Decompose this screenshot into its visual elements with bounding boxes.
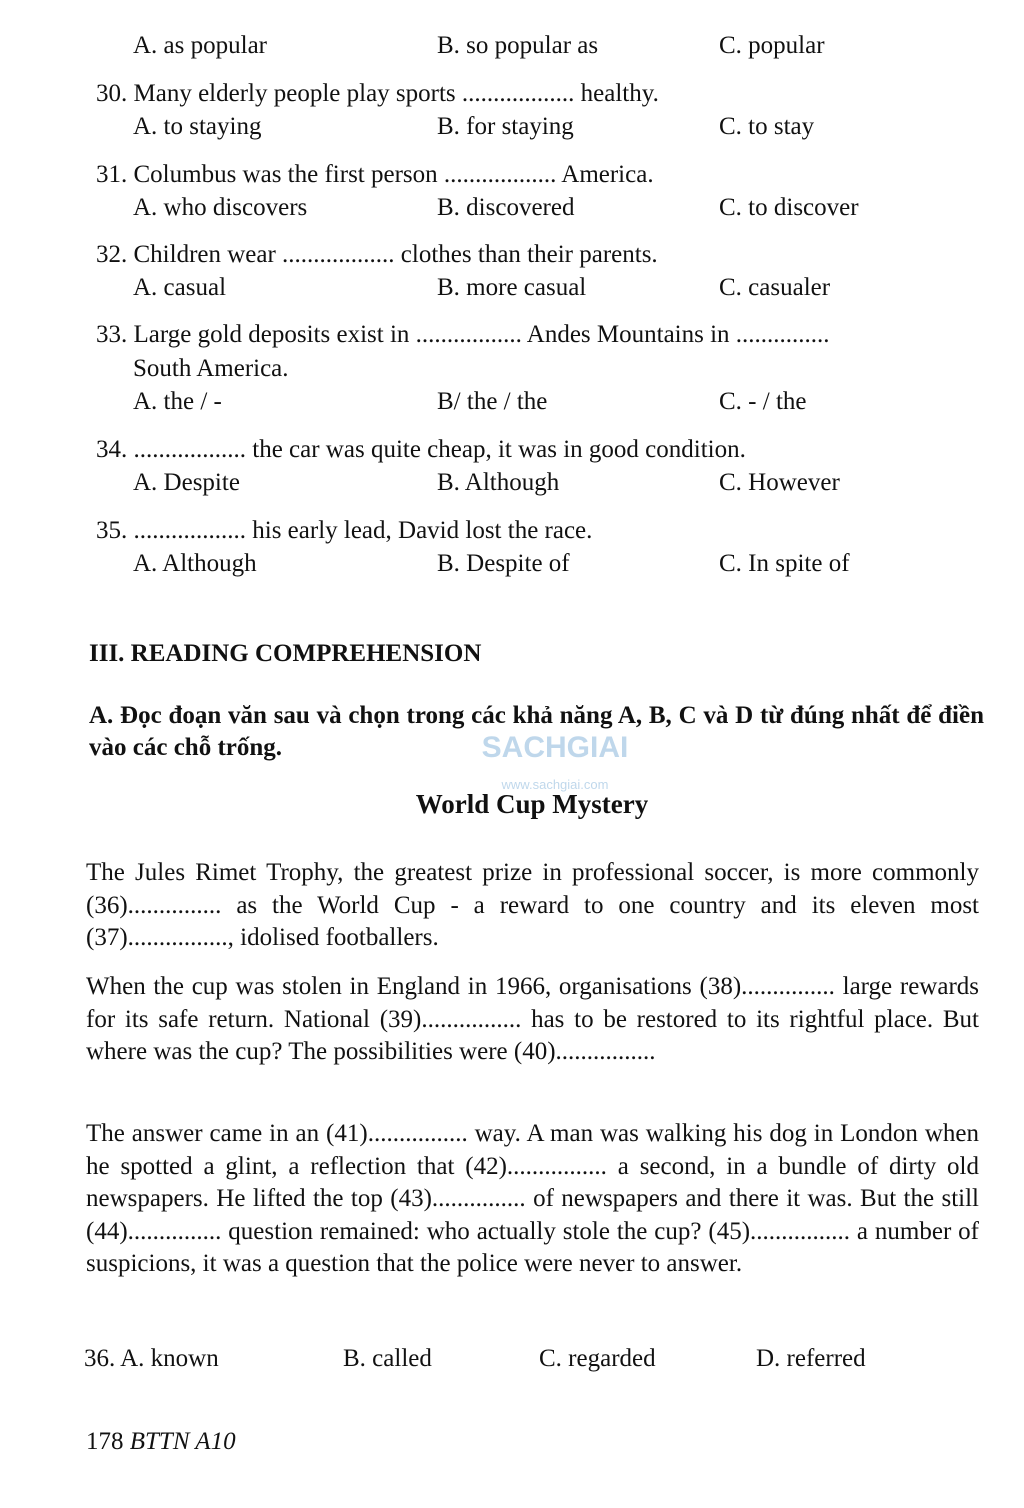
q31-option-c: C. to discover <box>719 194 859 221</box>
q33-text: Large gold deposits exist in ................. Andes Mountains in ............... <box>133 321 830 348</box>
q34-option-b: B. Although <box>437 469 560 496</box>
q33-stem <box>96 321 830 349</box>
q34-option-c: C. However <box>719 469 840 496</box>
q30-option-b: B. for staying <box>437 113 574 140</box>
q29-option-a: A. as popular <box>133 32 267 59</box>
q36-option-c: C. regarded <box>539 1345 656 1372</box>
q34-option-a: A. Despite <box>133 469 240 496</box>
q30-options <box>133 113 1013 147</box>
q33-option-b: B/ the / the <box>437 388 548 415</box>
q34-number: 34. <box>96 436 128 463</box>
q33-number: 33. <box>96 321 128 348</box>
q36-option-b: B. called <box>343 1345 432 1372</box>
q35-options <box>133 550 1013 584</box>
q35-option-a: A. Although <box>133 550 257 577</box>
q29-option-c: C. popular <box>719 32 825 59</box>
instruction-text: A. Đọc đoạn văn sau và chọn trong các khả năng A, B, C và D từ đúng nhất để điền vào các chỗ trống. <box>89 702 984 761</box>
q34-stem <box>96 436 746 464</box>
watermark-name: SACHGIAI <box>481 731 629 764</box>
q36-label <box>84 1345 219 1373</box>
q32-stem <box>96 241 658 269</box>
q30-option-c: C. to stay <box>719 113 815 140</box>
q33-option-a: A. the / - <box>133 388 222 415</box>
q30-text: Many elderly people play sports .................. healthy. <box>133 80 659 107</box>
q29-option-b: B. so popular as <box>437 32 599 59</box>
q30-number: 30. <box>96 80 128 107</box>
q35-text: .................. his early lead, David lost the race. <box>133 517 593 544</box>
q31-option-a: A. who discovers <box>133 194 308 221</box>
q30-option-a: A. to staying <box>133 113 262 140</box>
q32-option-b: B. more casual <box>437 274 587 301</box>
q35-option-c: C. In spite of <box>719 550 850 577</box>
page-number: 178 <box>86 1428 124 1455</box>
q33-options <box>133 388 1013 422</box>
q36-option-d: D. referred <box>756 1345 866 1372</box>
passage-title: World Cup Mystery <box>415 789 649 819</box>
passage-paragraph-2: When the cup was stolen in England in 1966, organisations (38)............... large rewards for its safe return. National (39)................ has to be restored to its rightful place. But where was the cup? The possibilities were (40)................ <box>86 973 979 1065</box>
q35-number: 35. <box>96 517 128 544</box>
q36-option-a: A. known <box>120 1345 219 1372</box>
q32-option-c: C. casualer <box>719 274 831 301</box>
q31-stem <box>96 161 654 189</box>
passage-paragraph-3: The answer came in an (41)................ way. A man was walking his dog in London when he spotted a glint, a reflection that (42)................ a second, in a bundle of dirty old newspapers. He lifted the top (43)............... of newspapers and there it was. But the still (44)............... question remained: who actually stole the cup? (45)................ a number of suspicions, it was a question that the police were never to answer. <box>86 1120 979 1277</box>
q33-continuation: South America. <box>133 355 289 382</box>
q31-options <box>133 194 1013 228</box>
q35-stem <box>96 517 592 545</box>
q31-text: Columbus was the first person .................. America. <box>133 161 654 188</box>
q32-option-a: A. casual <box>133 274 227 301</box>
q32-number: 32. <box>96 241 128 268</box>
q31-option-b: B. discovered <box>437 194 575 221</box>
q34-options <box>133 469 1013 503</box>
q34-text: .................. the car was quite cheap, it was in good condition. <box>133 436 746 463</box>
q35-option-b: B. Despite of <box>437 550 570 577</box>
watermark-url: www.sachgiai.com <box>501 777 609 792</box>
q30-stem <box>96 80 659 108</box>
q36-number: 36. <box>84 1345 116 1372</box>
section-heading: III. READING COMPREHENSION <box>89 640 482 667</box>
q31-number: 31. <box>96 161 128 188</box>
book-code: BTTN A10 <box>129 1428 236 1455</box>
passage-paragraph-1: The Jules Rimet Trophy, the greatest prize in professional soccer, is more commonly (36)............... as the World Cup - a reward to one country and its eleven most (37)................, idolised footballers. <box>86 859 979 951</box>
page-footer <box>86 1428 236 1456</box>
q29-options <box>133 32 1013 66</box>
q32-text: Children wear .................. clothes than their parents. <box>133 241 658 268</box>
q33-option-c: C. - / the <box>719 388 807 415</box>
q32-options <box>133 274 1013 308</box>
